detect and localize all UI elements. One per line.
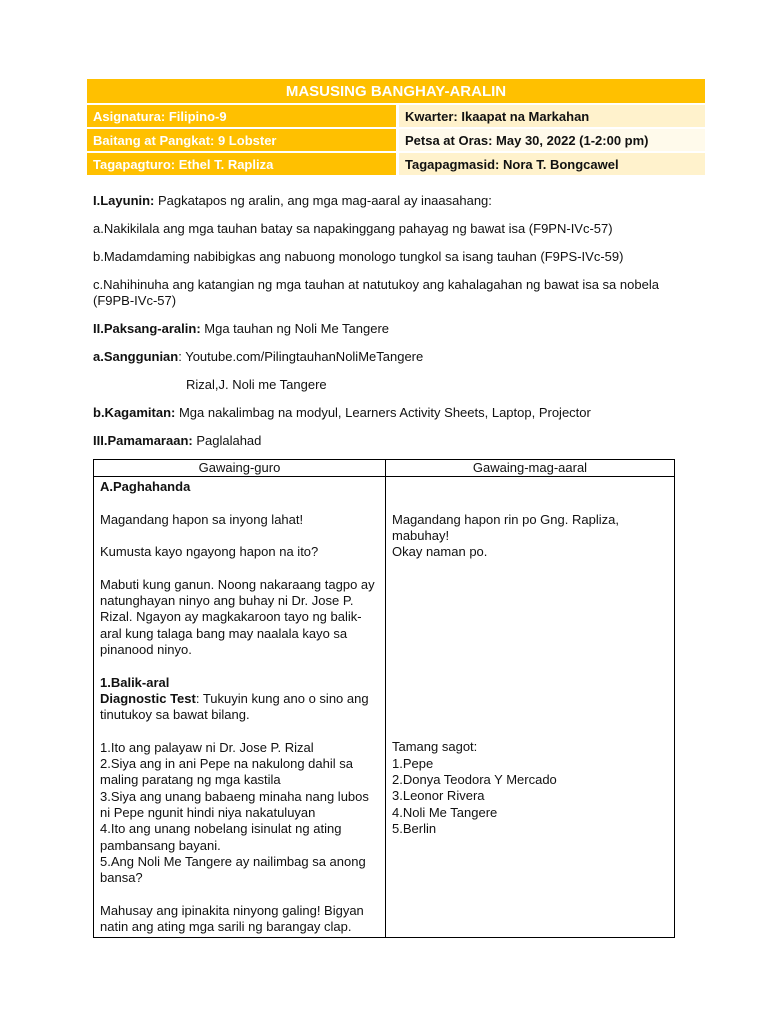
objective-a: a.Nakikilala ang mga tauhan batay sa napakinggang pahayag ng bawat isa (F9PN-IVc-57): [93, 221, 613, 236]
question-3: 3.Siya ang unang babaeng minaha nang lubos ni Pepe ngunit hindi niya nakatuluyan: [100, 788, 369, 820]
pamamaraan-paragraph: [93, 433, 683, 449]
answer-3: 3.Leonor Rivera: [392, 788, 485, 804]
kagamitan-text: Mga nakalimbag na modyul, Learners Activity Sheets, Laptop, Projector: [175, 405, 591, 420]
pamamaraan-label: III.Pamamaraan:: [93, 433, 193, 448]
paksa-text: Mga tauhan ng Noli Me Tangere: [200, 321, 390, 336]
pamamaraan-text: Paglalahad: [192, 433, 262, 448]
doc-title: MASUSING BANGHAY-ARALIN: [87, 79, 705, 104]
teacher-column-header: Gawaing-guro: [94, 460, 386, 477]
question-1: 1.Ito ang palayaw ni Dr. Jose P. Rizal: [100, 739, 314, 755]
sanggunian-book: Rizal,J. Noli me Tangere: [186, 377, 327, 392]
layunin-text: Pagkatapos ng aralin, ang mga mag-aaral ay inaasahang:: [154, 193, 492, 208]
answer-1: 1.Pepe: [392, 755, 434, 771]
teacher-intro: Mabuti kung ganun. Noong nakaraang tagpo ay natunghayan ninyo ang buhay ni Dr. Jose P. Rizal. Ngayon ay magkakaroon tayo ng balik-aral kung talaga bang may naalala kayo sa pinanood ninyo.: [100, 576, 375, 657]
header-table: [87, 79, 705, 175]
paksa-label: II.Paksang-aralin:: [93, 321, 201, 336]
balik-aral-heading: 1.Balik-aral: [100, 674, 170, 690]
kagamitan-paragraph: [93, 405, 683, 421]
objective-b: b.Madamdaming nabibigkas ang nabuong monologo tungkol sa isang tauhan (F9PS-IVc-59): [93, 249, 624, 264]
kwarter-cell: Kwarter: Ikaapat na Markahan: [398, 104, 706, 128]
teacher-greeting: Magandang hapon sa inyong lahat!: [100, 511, 304, 527]
student-reply: Okay naman po.: [392, 544, 488, 560]
activity-table: [93, 459, 675, 938]
sanggunian-label: a.Sanggunian: [93, 349, 179, 364]
petsa-cell: Petsa at Oras: May 30, 2022 (1-2:00 pm): [398, 128, 706, 152]
question-5: 5.Ang Noli Me Tangere ay nailimbag sa anong bansa?: [100, 853, 366, 886]
objective-c: c.Nahihinuha ang katangian ng mga tauhan at natutukoy ang kahalagahan ng bawat isa sa nobela (F9PB-IVc-57): [93, 277, 659, 308]
baitang-cell: Baitang at Pangkat: 9 Lobster: [87, 128, 398, 152]
layunin-label: I.Layunin:: [93, 193, 155, 208]
question-2: 2.Siya ang in ani Pepe na nakulong dahil sa maling paratang ng mga kastila: [100, 756, 353, 788]
diagnostic-text: : Tukuyin kung ano o sino ang tinutukoy sa bawat bilang.: [100, 690, 369, 723]
sanggunian-paragraph: [93, 349, 683, 365]
diagnostic-test: [100, 691, 379, 724]
asignatura-cell: Asignatura: Filipino-9: [87, 104, 398, 128]
tagapagmasid-cell: Tagapagmasid: Nora T. Bongcawel: [398, 152, 706, 175]
teacher-praise: Mahusay ang ipinakita ninyong galing! Bigyan natin ang ating mga sarili ng barangay clap.: [100, 902, 364, 935]
layunin-paragraph: [93, 193, 683, 209]
answer-4: 4.Noli Me Tangere: [392, 804, 498, 820]
tagapagturo-cell: Tagapagturo: Ethel T. Rapliza: [87, 152, 398, 175]
lesson-body: [93, 193, 683, 461]
question-4: 4.Ito ang unang nobelang isinulat ng ating pambansang bayani.: [100, 821, 342, 853]
student-greeting: Magandang hapon rin po Gng. Rapliza, mabuhay!: [392, 511, 619, 543]
answer-2: 2.Donya Teodora Y Mercado: [392, 772, 557, 788]
answers-heading: Tamang sagot:: [392, 739, 478, 755]
teacher-question: Kumusta kayo ngayong hapon na ito?: [100, 544, 319, 560]
answer-5: 5.Berlin: [392, 820, 437, 836]
sanggunian-text: : Youtube.com/PilingtauhanNoliMeTangere: [178, 349, 424, 364]
teacher-activities-cell: [94, 477, 386, 938]
paghahanda-heading: A.Paghahanda: [100, 479, 191, 494]
kagamitan-label: b.Kagamitan:: [93, 405, 176, 420]
student-column-header: Gawaing-mag-aaral: [386, 460, 675, 477]
paksa-paragraph: [93, 321, 683, 337]
diagnostic-label: Diagnostic Test: [100, 690, 196, 706]
student-activities-cell: [386, 477, 675, 938]
